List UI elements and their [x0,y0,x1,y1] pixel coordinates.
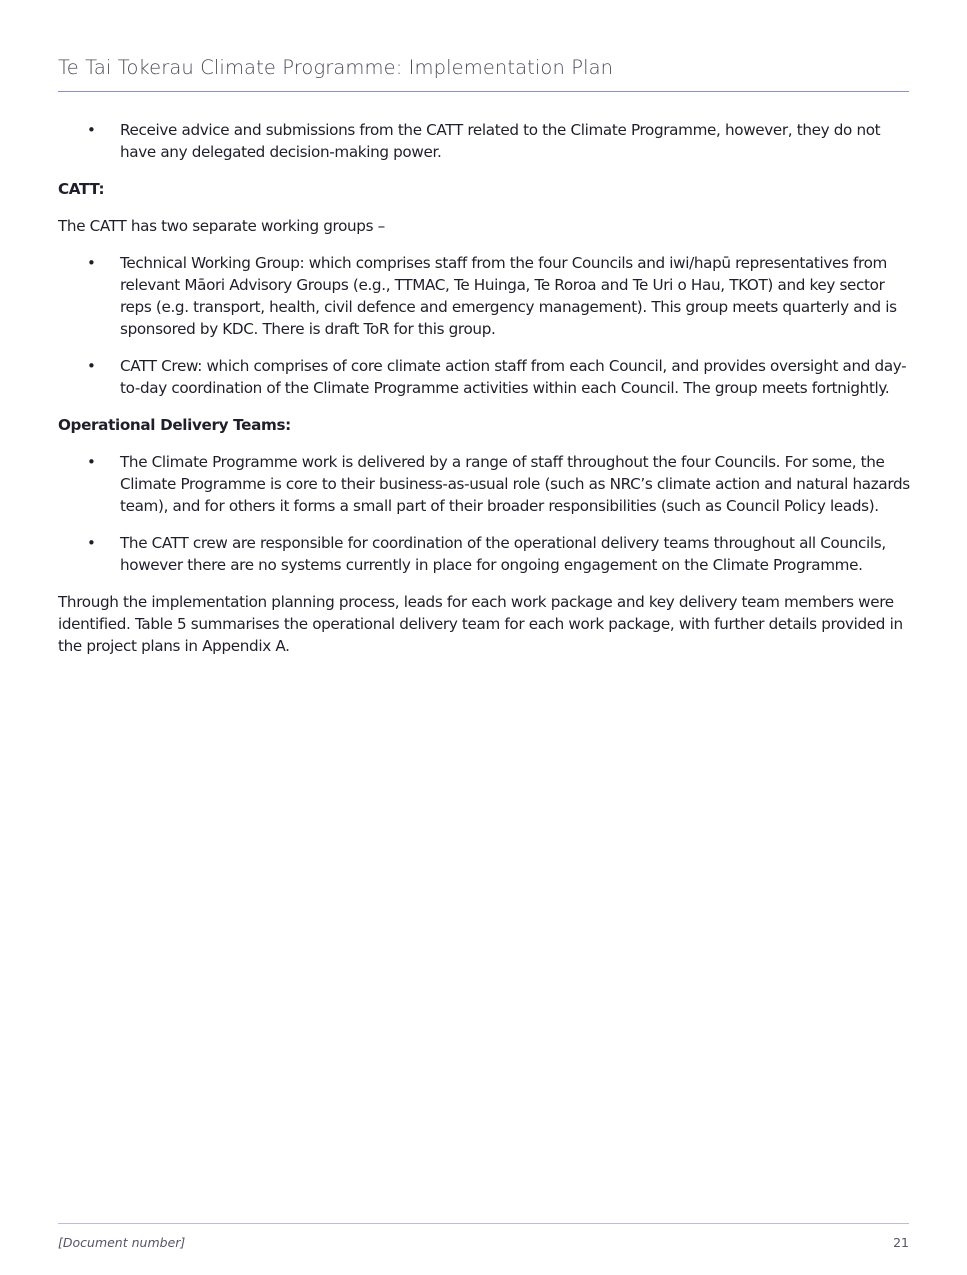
bullet-text: CATT Crew: which comprises of core climate action staff from each Council, and provides oversight and day-to-day coordination of the Climate Programme activities within each Council. The group meets fortnightly. [120,357,907,397]
bullet-icon: • [87,254,96,272]
bullet-text: The Climate Programme work is delivered by a range of staff throughout the four Councils. For some, the Climate Programme is core to their business-as-usual role (such as NRC’s climate action and natural hazards team), and for others it forms a small part of their broader responsibilities (such as Council Policy leads). [120,453,910,515]
bullet-text: Technical Working Group: which comprises staff from the four Councils and iwi/hapū representatives from relevant Māori Advisory Groups (e.g., TTMAC, Te Huinga, Te Roroa and Te Uri o Hau, TKOT) and key sector reps (e.g. transport, health, civil defence and emergency management). This group meets quarterly and is sponsored by KDC. There is draft ToR for this group. [120,254,897,338]
closing-paragraph: Through the implementation planning process, leads for each work package and key delivery team members were identified. Table 5 summarises the operational delivery team for each work package, with further details provided in the project plans in Appendix A. [58,593,903,655]
intro-bullet-list [58,119,913,163]
list-item [58,451,913,517]
catt-bullet-list [58,252,913,399]
ops-heading: Operational Delivery Teams: [58,416,291,434]
ops-bullet-list [58,451,913,576]
list-item [58,119,913,163]
bullet-icon: • [87,453,96,471]
page-number: 21 [893,1235,909,1250]
page-header-title: Te Tai Tokerau Climate Programme: Implementation Plan [58,56,614,79]
list-item [58,355,913,399]
bullet-icon: • [87,357,96,375]
bullet-icon: • [87,121,96,139]
footer-divider [58,1223,909,1224]
bullet-text: Receive advice and submissions from the CATT related to the Climate Programme, however, they do not have any delegated decision-making power. [120,121,881,161]
document-body [58,119,913,672]
document-number: [Document number] [58,1235,186,1250]
list-item [58,252,913,340]
header-divider [58,91,909,92]
bullet-icon: • [87,534,96,552]
list-item [58,532,913,576]
bullet-text: The CATT crew are responsible for coordination of the operational delivery teams throughout all Councils, however there are no systems currently in place for ongoing engagement on the Climate Programme. [120,534,886,574]
catt-intro-paragraph: The CATT has two separate working groups – [58,217,385,235]
catt-heading: CATT: [58,180,105,198]
